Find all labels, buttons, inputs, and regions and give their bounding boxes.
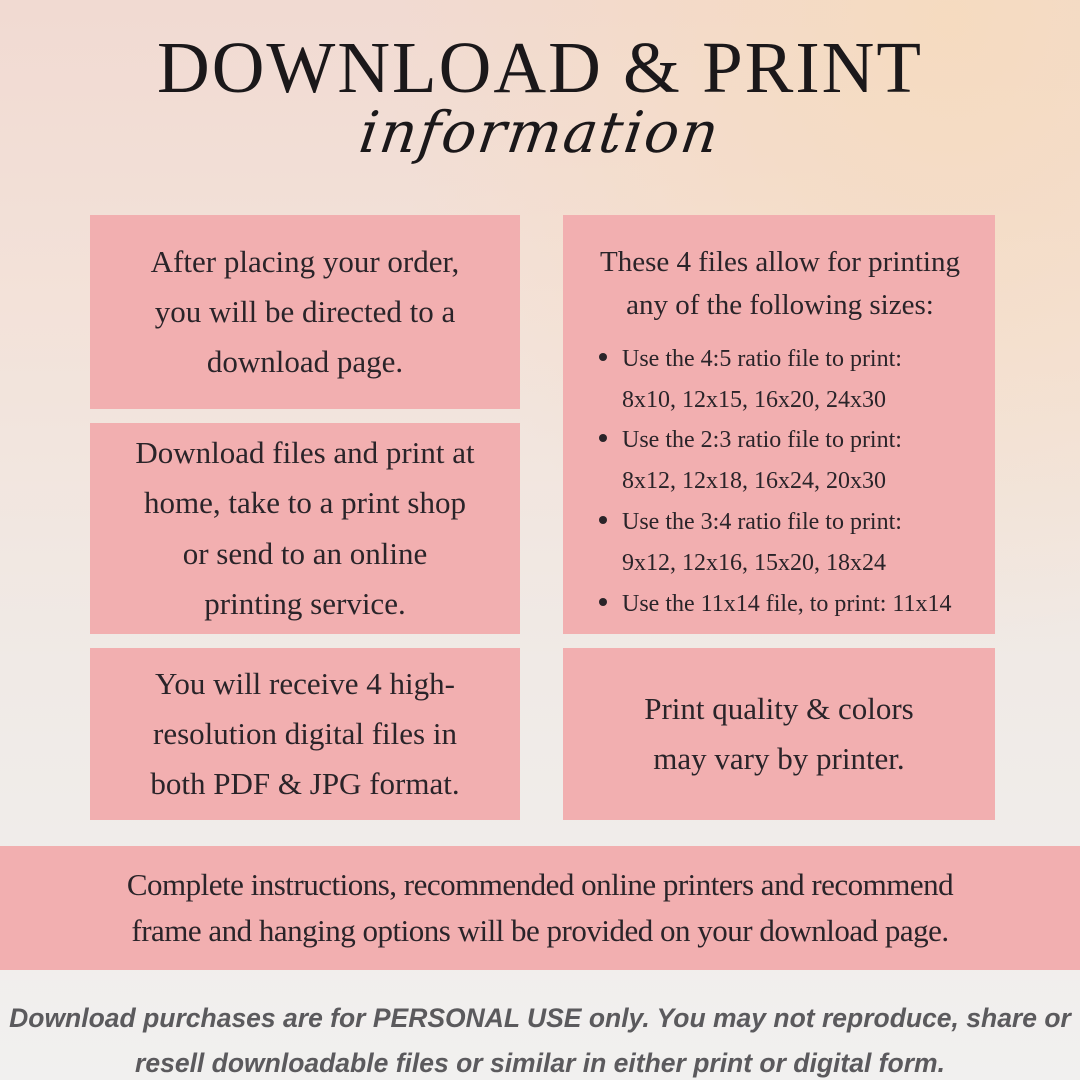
text-line: You will receive 4 high- bbox=[155, 665, 455, 701]
text-line: may vary by printer. bbox=[653, 741, 905, 776]
files-received-box bbox=[90, 648, 520, 820]
sizes-bullet-list bbox=[581, 339, 979, 625]
license-disclaimer bbox=[0, 996, 1080, 1080]
text-line: Download files and print at bbox=[135, 435, 475, 471]
bullet-dot-icon bbox=[599, 434, 607, 442]
text-line: printing service. bbox=[204, 585, 406, 621]
text-line: home, take to a print shop bbox=[144, 485, 466, 521]
page-subtitle: information bbox=[355, 100, 725, 166]
size-bullet-item bbox=[597, 502, 979, 584]
text-line: any of the following sizes: bbox=[626, 288, 934, 321]
text-line: or send to an online bbox=[182, 535, 428, 571]
size-bullet-item bbox=[597, 584, 979, 625]
print-quality-box bbox=[563, 648, 995, 820]
bullet-line-1: Use the 2:3 ratio file to print: bbox=[622, 427, 902, 454]
text-line: resolution digital files in bbox=[153, 715, 457, 751]
text-line: After placing your order, bbox=[150, 243, 460, 279]
bullet-dot-icon bbox=[599, 516, 607, 524]
text-line: frame and hanging options will be provided on your download page. bbox=[131, 913, 949, 948]
order-info-box bbox=[90, 215, 520, 409]
text-line: you will be directed to a bbox=[154, 293, 456, 329]
print-options-box bbox=[90, 423, 520, 634]
text-line: Download purchases are for PERSONAL USE only. You may not reproduce, share or bbox=[9, 1003, 1071, 1033]
bullet-line-1: Use the 3:4 ratio file to print: bbox=[622, 509, 902, 535]
size-bullet-item bbox=[597, 339, 979, 421]
bullet-dot-icon bbox=[599, 598, 607, 606]
text-line: download page. bbox=[206, 344, 404, 380]
bullet-line-1: Use the 11x14 file, to print: 11x14 bbox=[622, 590, 952, 617]
bullet-line-2: 9x12, 12x16, 15x20, 18x24 bbox=[622, 549, 886, 576]
text-line: both PDF & JPG format. bbox=[150, 766, 460, 802]
text-line: resell downloadable files or similar in either print or digital form. bbox=[135, 1047, 945, 1078]
text-line: Print quality & colors bbox=[644, 690, 914, 726]
instructions-banner bbox=[0, 846, 1080, 970]
bullet-line-2: 8x12, 12x18, 16x24, 20x30 bbox=[622, 468, 886, 495]
print-sizes-box bbox=[563, 215, 995, 634]
bullet-dot-icon bbox=[599, 353, 607, 361]
text-line: Complete instructions, recommended online printers and recommend bbox=[126, 866, 954, 902]
sizes-heading bbox=[581, 241, 979, 327]
text-line: These 4 files allow for printing bbox=[600, 246, 960, 278]
bullet-line-1: Use the 4:5 ratio file to print: bbox=[622, 345, 902, 372]
bullet-line-2: 8x10, 12x15, 16x20, 24x30 bbox=[622, 386, 886, 413]
page-title: DOWNLOAD & PRINT bbox=[157, 27, 923, 108]
size-bullet-item bbox=[597, 420, 979, 502]
